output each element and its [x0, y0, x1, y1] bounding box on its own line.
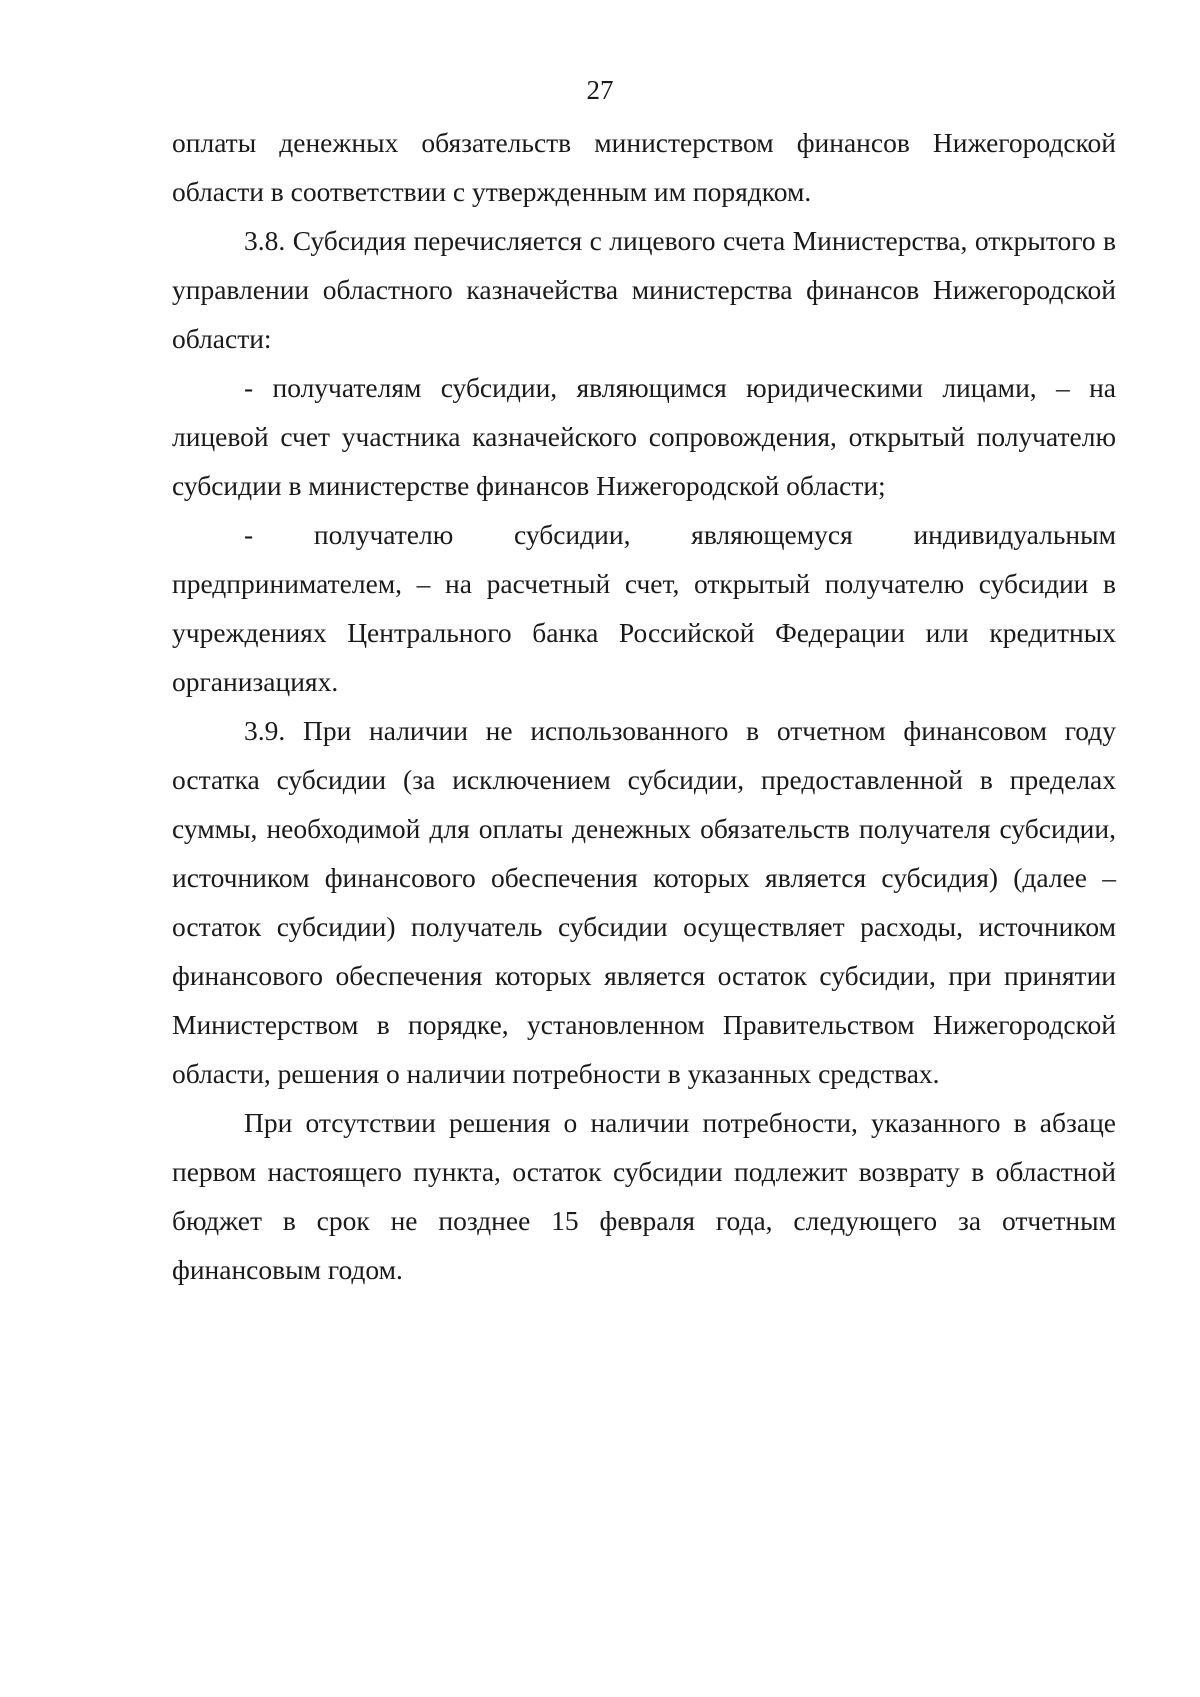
paragraph-3-8: 3.8. Субсидия перечисляется с лицевого счета Министерства, открытого в управлении областного казначейства министерства финансов Нижегородской области:: [172, 225, 1116, 354]
page-number: 27: [586, 75, 614, 105]
list-item-individual-entrepreneur: - получателю субсидии, являющемуся индивидуальным предпринимателем, – на расчетный счет, открытый получателю субсидии в учреждениях Центрального банка Российской Федерации или кредитных организациях.: [172, 519, 1116, 697]
paragraph-3-9: 3.9. При наличии не использованного в отчетном финансовом году остатка субсидии (за исключением субсидии, предоставленной в пределах суммы, необходимой для оплаты денежных обязательств получателя субсидии, источником финансового обеспечения которых является субсидия) (далее – остаток субсидии) получатель субсидии осуществляет расходы, источником финансового обеспечения которых является остаток субсидии, при принятии Министерством в порядке, установленном Правительством Нижегородской области, решения о наличии потребности в указанных средствах.: [172, 715, 1116, 1089]
document-body: [172, 118, 1116, 1294]
list-item-legal-entities: - получателям субсидии, являющимся юридическими лицами, – на лицевой счет участника казначейского сопровождения, открытый получателю субсидии в министерстве финансов Нижегородской области;: [172, 372, 1116, 501]
paragraph-continuation: оплаты денежных обязательств министерством финансов Нижегородской области в соответствии с утвержденным им порядком.: [172, 127, 1116, 207]
paragraph-return-of-balance: При отсутствии решения о наличии потребности, указанного в абзаце первом настоящего пункта, остаток субсидии подлежит возврату в областной бюджет в срок не позднее 15 февраля года, следующего за отчетным финансовым годом.: [172, 1107, 1116, 1285]
